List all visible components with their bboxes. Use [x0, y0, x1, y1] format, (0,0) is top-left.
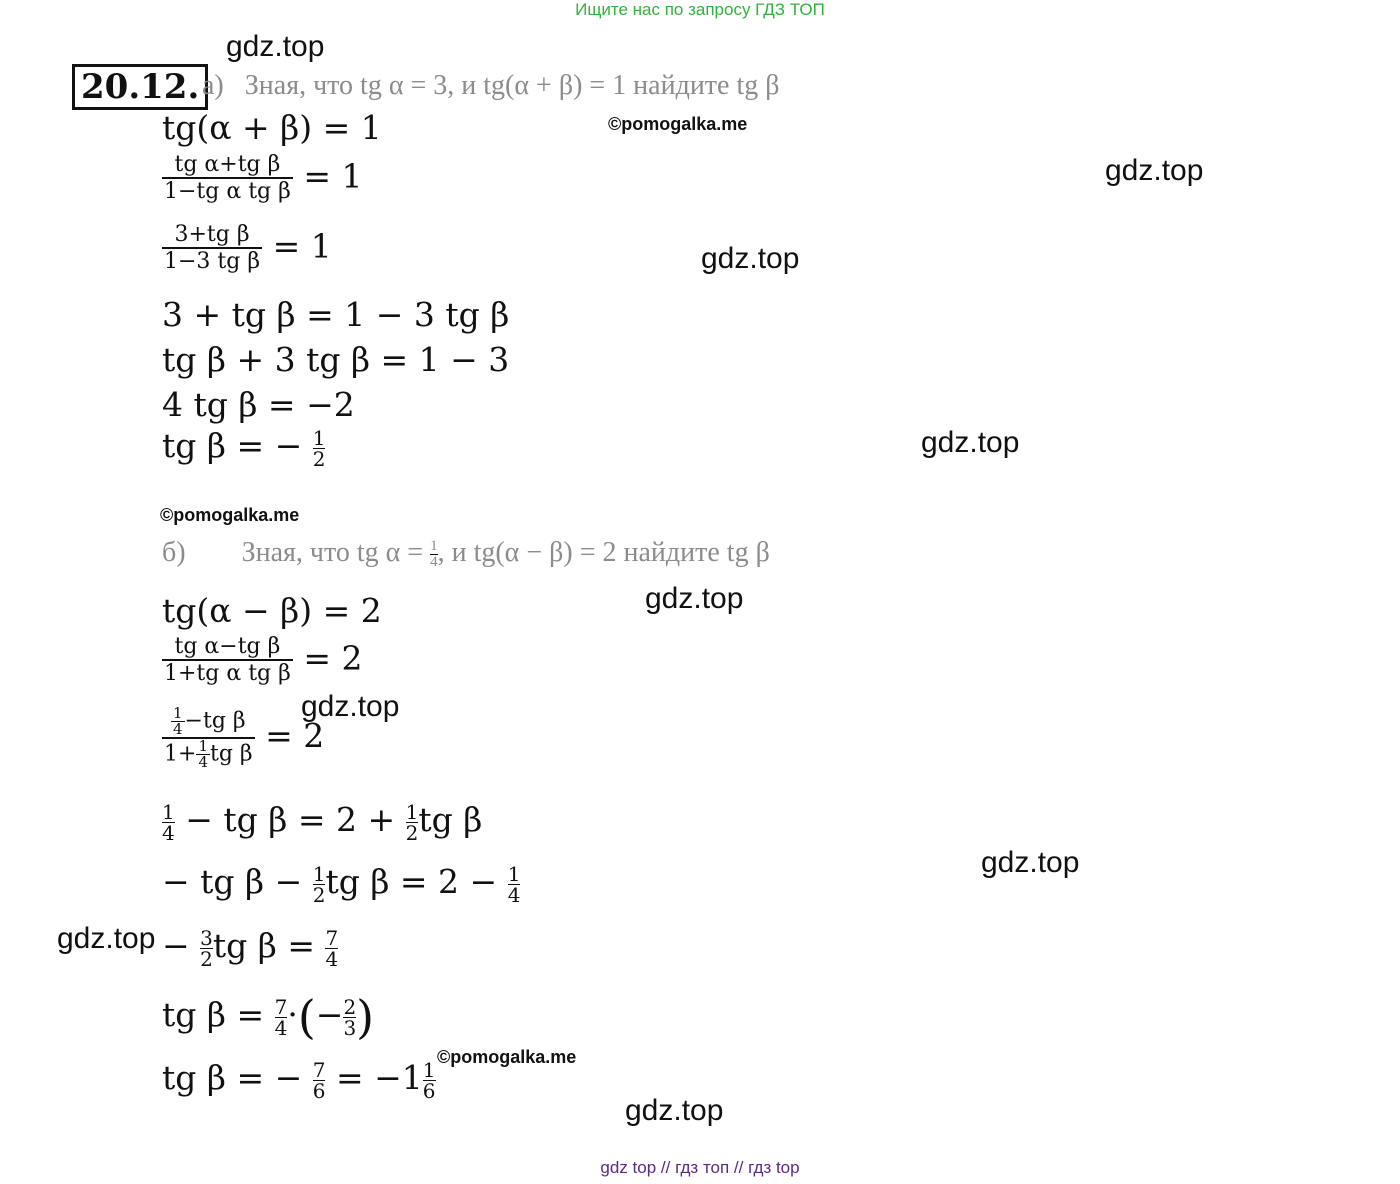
denominator: 4: [430, 554, 438, 571]
fraction: [422, 1057, 436, 1103]
part-b-label: б): [162, 537, 186, 568]
part-b-line-8: [162, 1058, 436, 1101]
left-paren: (: [297, 990, 316, 1044]
part-a-line-5: tg β + 3 tg β = 1 − 3: [162, 340, 510, 379]
copyright-mark: ©pomogalka.me: [437, 1047, 577, 1067]
problem-number: 20.12.: [72, 64, 208, 110]
watermark: gdz.top: [1105, 154, 1204, 187]
denominator: 1−3 tg β: [164, 249, 261, 275]
fraction: [162, 706, 255, 770]
part-b-condition-text: Зная, что tg α =: [241, 537, 424, 568]
minus-sign: −: [315, 995, 344, 1034]
equation-middle: tg β = 2 −: [325, 862, 498, 901]
part-a-line-3: [162, 222, 332, 275]
numerator: 2: [343, 994, 357, 1019]
fraction: [162, 634, 293, 687]
watermark: gdz.top: [645, 582, 744, 615]
numerator: 1: [422, 1057, 436, 1082]
watermark: gdz.top: [226, 30, 325, 63]
fraction: [312, 861, 326, 907]
denominator: 6: [422, 1078, 436, 1103]
equation-pre: tg β = −: [162, 1058, 303, 1097]
numerator: 7: [312, 1057, 326, 1082]
watermark: gdz.top: [57, 922, 156, 955]
part-b-line-5: [162, 862, 520, 905]
equation-middle: tg β =: [212, 926, 315, 965]
numerator: 1: [507, 861, 521, 886]
fraction: [162, 799, 175, 845]
numerator: 7: [274, 994, 288, 1019]
multiply-dot: ·: [287, 995, 298, 1034]
copyright-mark: ©pomogalka.me: [608, 114, 748, 134]
footer-links[interactable]: gdz top // гдз топ // гдз top: [600, 1158, 800, 1177]
fraction: [405, 799, 419, 845]
part-a-line-7: [162, 426, 325, 469]
numerator: [162, 706, 255, 737]
part-a-condition: [202, 70, 780, 102]
part-b-condition-tail: , и tg(α − β) = 2 найдите tg β: [437, 537, 770, 568]
equation-rhs: = 2: [265, 716, 325, 755]
equation-rhs: = 1: [272, 226, 332, 266]
denominator-rest: tg β: [209, 741, 253, 767]
equation-pre: − tg β −: [162, 862, 303, 901]
equation-pre: −: [162, 926, 190, 965]
equation-middle: = −1: [335, 1058, 423, 1097]
part-a-line-2: [162, 152, 362, 205]
part-b-line-3: [162, 706, 324, 770]
fraction: [200, 925, 213, 971]
denominator: 4: [325, 946, 339, 971]
denominator: 2: [312, 882, 326, 907]
numerator: 1: [312, 425, 326, 450]
fraction: [196, 739, 210, 770]
search-banner: Ищите нас по запросу ГДЗ ТОП: [575, 0, 825, 19]
denominator: 4: [507, 882, 521, 907]
denominator: 4: [162, 820, 175, 845]
numerator: 1: [405, 799, 419, 824]
copyright-mark: ©pomogalka.me: [160, 505, 300, 525]
fraction: [325, 925, 339, 971]
numerator: 1: [198, 737, 208, 755]
denominator-pre: 1+: [164, 741, 197, 767]
numerator: 3: [200, 925, 213, 950]
numerator: 7: [325, 925, 339, 950]
numerator: tg α−tg β: [174, 634, 281, 659]
denominator: 4: [198, 753, 208, 771]
denominator: 4: [173, 720, 183, 738]
denominator: 1−tg α tg β: [164, 179, 291, 205]
denominator: [162, 737, 255, 770]
fraction: [312, 1057, 326, 1103]
watermark: gdz.top: [701, 242, 800, 275]
part-a-line-1: tg(α + β) = 1: [162, 108, 382, 147]
part-b-line-4: [162, 800, 482, 843]
watermark: gdz.top: [625, 1094, 724, 1127]
watermark: gdz.top: [301, 690, 400, 723]
equation-rhs: = 2: [303, 638, 363, 678]
right-paren: ): [356, 990, 375, 1044]
fraction: [343, 994, 357, 1040]
fraction: [162, 222, 262, 275]
equation-pre: tg β =: [162, 995, 265, 1034]
part-b-line-2: [162, 634, 362, 687]
watermark: gdz.top: [921, 426, 1020, 459]
numerator: 1: [162, 799, 175, 824]
numerator: 3+tg β: [174, 222, 250, 247]
part-a-line-6: 4 tg β = −2: [162, 385, 355, 424]
denominator: 2: [200, 946, 213, 971]
part-b-line-1: tg(α − β) = 2: [162, 591, 382, 630]
numerator: 1: [312, 861, 326, 886]
part-a-label: а): [202, 70, 224, 101]
fraction: [162, 152, 293, 205]
equation-middle: − tg β = 2 +: [185, 800, 396, 839]
part-b-condition: [162, 537, 770, 570]
part-a-line-4: 3 + tg β = 1 − 3 tg β: [162, 295, 510, 334]
part-a-condition-text: Зная, что tg α = 3, и tg(α + β) = 1 найдите tg β: [244, 70, 780, 101]
numerator: 1: [173, 704, 183, 722]
equation-lhs: tg β = −: [162, 426, 303, 465]
fraction: [274, 994, 288, 1040]
fraction: [507, 861, 521, 907]
numerator-rest: −tg β: [184, 708, 246, 734]
denominator: 1+tg α tg β: [164, 661, 291, 687]
numerator: 1: [430, 538, 438, 555]
equation-rhs: = 1: [303, 156, 363, 196]
part-b-line-7: [162, 990, 374, 1044]
denominator: 2: [312, 446, 326, 471]
denominator: 2: [405, 820, 419, 845]
fraction: [312, 425, 326, 471]
fraction: [171, 706, 185, 737]
equation-end: tg β: [418, 800, 483, 839]
fraction: [430, 539, 438, 570]
watermark: gdz.top: [981, 846, 1080, 879]
part-b-line-6: [162, 926, 338, 969]
numerator: tg α+tg β: [174, 152, 281, 177]
denominator: 4: [274, 1015, 288, 1040]
denominator: 3: [343, 1015, 357, 1040]
denominator: 6: [312, 1078, 326, 1103]
